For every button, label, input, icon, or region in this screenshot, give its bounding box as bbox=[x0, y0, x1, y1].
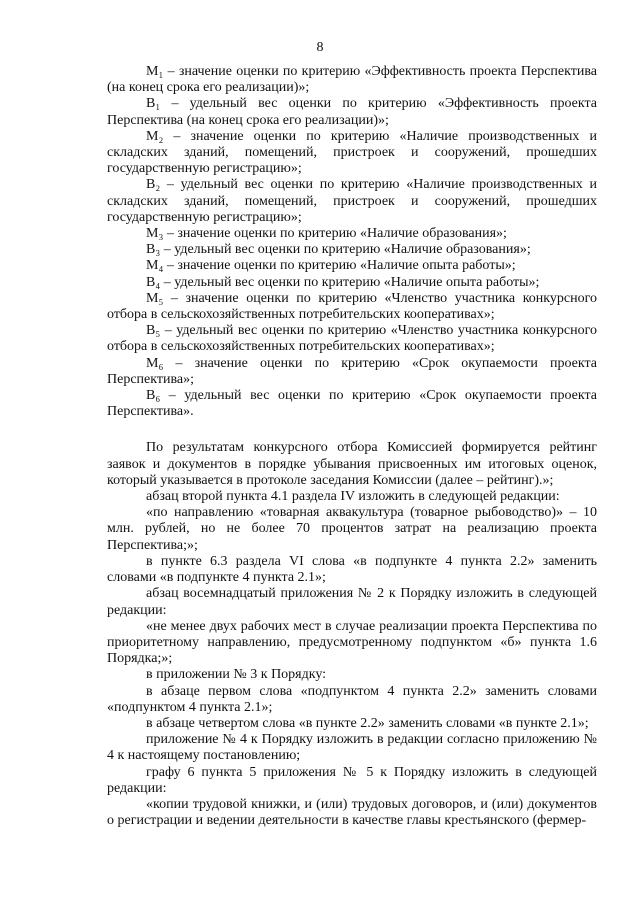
paragraph: приложение № 4 к Порядку изложить в редакции согласно приложению № 4 к настоящему постановлению; bbox=[107, 732, 597, 764]
paragraph: М₂ – значение оценки по критерию «Наличие производственных и складских зданий, помещений, пристроек и сооружений, прошедших государственную регистрацию»; bbox=[107, 128, 597, 177]
paragraph: в приложении № 3 к Порядку: bbox=[146, 667, 327, 683]
paragraph: В₃ – удельный вес оценки по критерию «Наличие образования»; bbox=[146, 242, 531, 258]
paragraph: В₁ – удельный вес оценки по критерию «Эффективность проекта Перспектива (на конец срока его реализации)»; bbox=[107, 96, 597, 128]
paragraph: По результатам конкурсного отбора Комиссией формируется рейтинг заявок и документов в порядке убывания присвоенных им итоговых оценок, который указывается в протоколе заседания Комиссии (далее – рейтинг).»; bbox=[107, 440, 597, 488]
page-number: 8 bbox=[316, 40, 324, 55]
paragraph: В₆ – удельный вес оценки по критерию «Срок окупаемости проекта Перспектива». bbox=[107, 388, 597, 420]
paragraph: М₄ – значение оценки по критерию «Наличие опыта работы»; bbox=[146, 258, 516, 274]
paragraph: М₁ – значение оценки по критерию «Эффективность проекта Перспектива (на конец срока его реализации)»; bbox=[107, 64, 597, 96]
paragraph: в абзаце четвертом слова «в пункте 2.2» заменить словами «в пункте 2.1»; bbox=[146, 715, 589, 731]
paragraph: М₅ – значение оценки по критерию «Членство участника конкурсного отбора в сельскохозяйственных потребительских кооперативах»; bbox=[107, 290, 597, 323]
paragraph: В₄ – удельный вес оценки по критерию «Наличие опыта работы»; bbox=[146, 274, 540, 290]
paragraph: графу 6 пункта 5 приложения № 5 к Порядку изложить в следующей редакции: bbox=[107, 764, 597, 796]
paragraph: В₂ – удельный вес оценки по критерию «Наличие производственных и складских зданий, помещений, пристроек и сооружений, прошедших государственную регистрацию»; bbox=[107, 177, 597, 225]
paragraph: «не менее двух рабочих мест в случае реализации проекта Перспектива по приоритетному направлению, предусмотренному подпунктом «б» пункта 1.6 Порядка;»; bbox=[107, 618, 597, 667]
paragraph: абзац второй пункта 4.1 раздела IV изложить в следующей редакции: bbox=[146, 489, 560, 505]
paragraph: в абзаце первом слова «подпунктом 4 пункта 2.2» заменить словами «подпунктом 4 пункта 2.1»; bbox=[107, 683, 597, 715]
paragraph: М₆ – значение оценки по критерию «Срок окупаемости проекта Перспектива»; bbox=[107, 355, 597, 387]
paragraph: В₅ – удельный вес оценки по критерию «Членство участника конкурсного отбора в сельскохозяйственных потребительских кооперативах»; bbox=[107, 323, 597, 355]
paragraph: в пункте 6.3 раздела VI слова «в подпункте 4 пункта 2.2» заменить словами «в подпункте 4 пункта 2.1»; bbox=[107, 553, 597, 586]
document-body bbox=[107, 64, 597, 829]
paragraph: абзац восемнадцатый приложения № 2 к Порядку изложить в следующей редакции: bbox=[107, 586, 597, 618]
paragraph-gap bbox=[107, 420, 597, 440]
paragraph: М₃ – значение оценки по критерию «Наличие образования»; bbox=[146, 226, 507, 242]
paragraph: «по направлению «товарная аквакультура (товарное рыбоводство)» – 10 млн. рублей, но не более 70 процентов затрат на реализацию проекта Перспектива;»; bbox=[107, 505, 597, 553]
paragraph: «копии трудовой книжки, и (или) трудовых договоров, и (или) документов о регистрации и ведении деятельности в качестве главы крестьянского (фермер- bbox=[107, 796, 597, 829]
